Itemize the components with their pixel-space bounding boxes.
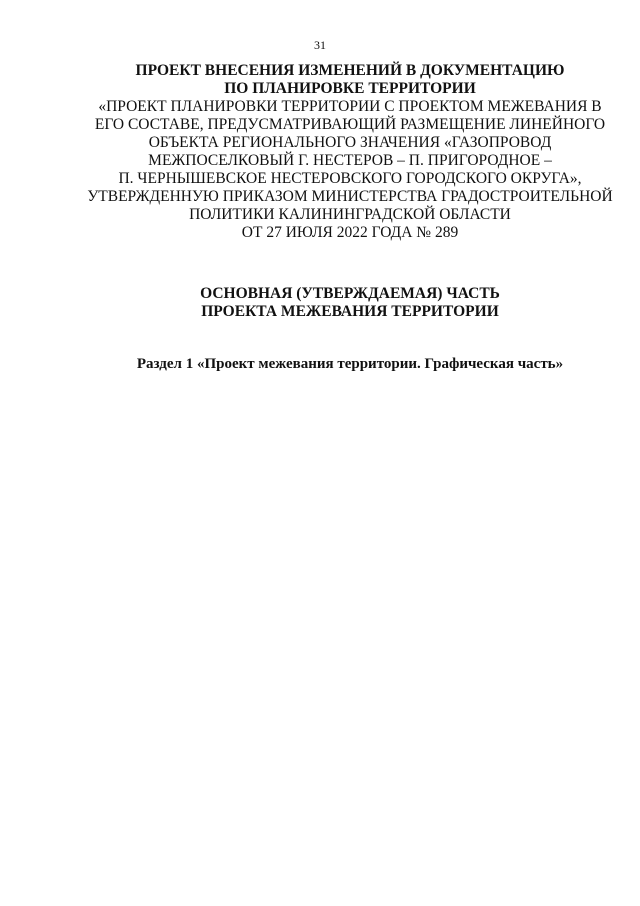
title-line-bold-1: ПРОЕКТ ВНЕСЕНИЯ ИЗМЕНЕНИЙ В ДОКУМЕНТАЦИЮ <box>135 62 565 79</box>
document-title <box>60 62 640 242</box>
title-line-8: ОТ 27 ИЮЛЯ 2022 ГОДА № 289 <box>241 224 459 241</box>
section-line-2: ПРОЕКТА МЕЖЕВАНИЯ ТЕРРИТОРИИ <box>201 303 499 320</box>
title-line-1: «ПРОЕКТ ПЛАНИРОВКИ ТЕРРИТОРИИ С ПРОЕКТОМ МЕЖЕВАНИЯ В <box>98 98 602 115</box>
title-line-2: ЕГО СОСТАВЕ, ПРЕДУСМАТРИВАЮЩИЙ РАЗМЕЩЕНИЕ ЛИНЕЙНОГО <box>94 116 606 133</box>
page-number: 31 <box>314 38 326 52</box>
section-line-1: ОСНОВНАЯ (УТВЕРЖДАЕМАЯ) ЧАСТЬ <box>200 285 500 302</box>
title-line-bold-2: ПО ПЛАНИРОВКЕ ТЕРРИТОРИИ <box>224 80 476 97</box>
title-line-6: УТВЕРЖДЕННУЮ ПРИКАЗОМ МИНИСТЕРСТВА ГРАДОСТРОИТЕЛЬНОЙ <box>87 188 613 205</box>
title-line-5: П. ЧЕРНЫШЕВСКОЕ НЕСТЕРОВСКОГО ГОРОДСКОГО ОКРУГА», <box>118 170 582 187</box>
title-line-4: МЕЖПОСЕЛКОВЫЙ Г. НЕСТЕРОВ – П. ПРИГОРОДНОЕ – <box>148 152 552 169</box>
section-heading <box>60 285 640 321</box>
title-line-7: ПОЛИТИКИ КАЛИНИНГРАДСКОЙ ОБЛАСТИ <box>189 206 511 223</box>
chapter-heading: Раздел 1 «Проект межевания территории. Графическая часть» <box>136 356 564 372</box>
title-line-3: ОБЪЕКТА РЕГИОНАЛЬНОГО ЗНАЧЕНИЯ «ГАЗОПРОВОД <box>148 134 552 151</box>
